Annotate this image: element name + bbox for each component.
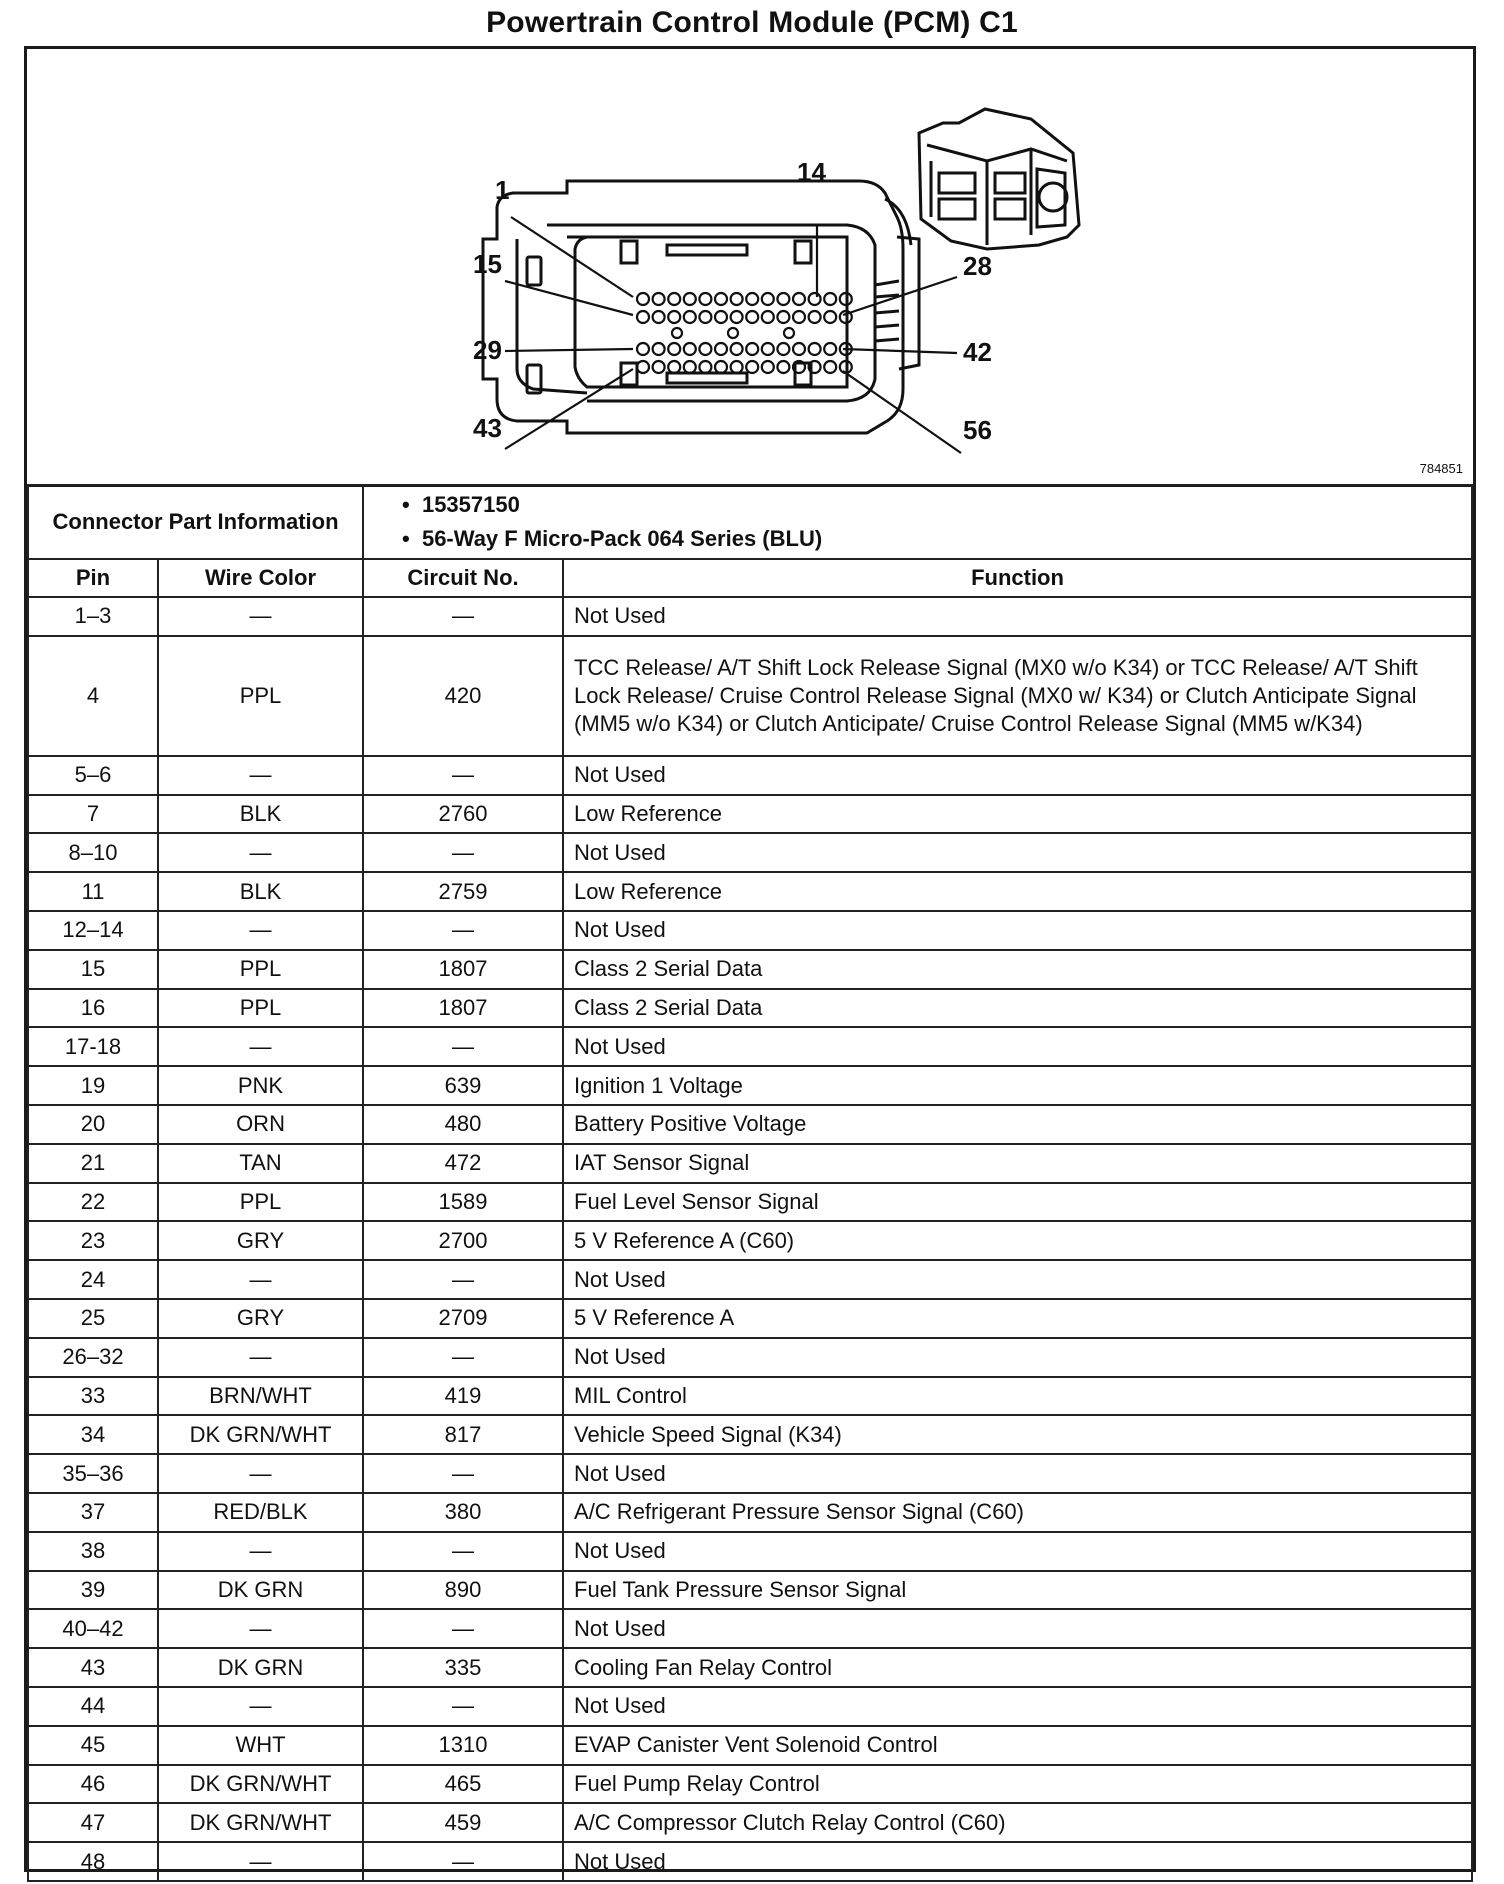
pin-cavity [637,361,649,373]
table-row [28,1765,1472,1804]
wire-color-cell: — [158,1687,363,1726]
pin-cavity [637,343,649,355]
pin-cell: 5–6 [28,756,158,795]
pin-cell: 17-18 [28,1027,158,1066]
pin-cavity [653,361,665,373]
circuit-number-cell: 2760 [363,795,563,834]
pin-cell: 39 [28,1571,158,1610]
function-cell: Battery Positive Voltage [563,1105,1472,1144]
pinout-table [27,484,1473,1882]
wire-color-cell: DK GRN/WHT [158,1803,363,1842]
wire-color-cell: PPL [158,636,363,756]
table-row [28,1842,1472,1881]
connector-drawing [27,49,1479,485]
keying-hole [784,328,794,338]
keying-hole [672,328,682,338]
circuit-number-cell: — [363,1609,563,1648]
pin-callout-42: 42 [963,337,992,367]
pin-cavity [824,311,836,323]
wire-color-cell: PPL [158,1183,363,1222]
pin-callout-14: 14 [797,157,826,187]
pin-cell: 23 [28,1221,158,1260]
pin-cavity [793,343,805,355]
function-cell: Not Used [563,1454,1472,1493]
table-row [28,1571,1472,1610]
function-cell: Not Used [563,1027,1472,1066]
circuit-number-cell: 1589 [363,1183,563,1222]
function-cell: Vehicle Speed Signal (K34) [563,1415,1472,1454]
table-row [28,1532,1472,1571]
keying-hole [728,328,738,338]
table-row [28,989,1472,1028]
circuit-number-cell: — [363,1338,563,1377]
function-cell: 5 V Reference A [563,1299,1472,1338]
wire-color-cell: PPL [158,950,363,989]
wire-color-cell: BRN/WHT [158,1377,363,1416]
function-cell: A/C Refrigerant Pressure Sensor Signal (C60) [563,1493,1472,1532]
wire-color-cell: — [158,911,363,950]
header-circuit-no: Circuit No. [363,559,563,597]
circuit-number-cell: 2709 [363,1299,563,1338]
table-row [28,1066,1472,1105]
table-header-row [28,559,1472,597]
pin-callout-1: 1 [495,175,510,205]
wire-color-cell: — [158,1842,363,1881]
connector-info-row [28,485,1472,559]
pin-cell: 34 [28,1415,158,1454]
wire-color-cell: DK GRN [158,1571,363,1610]
pin-cell: 47 [28,1803,158,1842]
function-cell: Not Used [563,1532,1472,1571]
table-row [28,1415,1472,1454]
function-cell: Cooling Fan Relay Control [563,1648,1472,1687]
function-cell: Ignition 1 Voltage [563,1066,1472,1105]
table-row [28,1260,1472,1299]
pin-cavity [715,293,727,305]
table-row [28,1648,1472,1687]
table-row [28,1027,1472,1066]
table-row [28,1183,1472,1222]
circuit-number-cell: — [363,833,563,872]
wire-color-cell: TAN [158,1144,363,1183]
pin-cavity [637,311,649,323]
pin-cell: 43 [28,1648,158,1687]
pin-cavity [731,311,743,323]
wire-color-cell: — [158,756,363,795]
table-row [28,1454,1472,1493]
pin-cell: 24 [28,1260,158,1299]
connector-info-label: Connector Part Information [28,485,363,559]
wire-color-cell: DK GRN/WHT [158,1765,363,1804]
pin-cavity [699,293,711,305]
pin-cavity [762,311,774,323]
connector-frame [24,46,1476,1872]
pin-cell: 48 [28,1842,158,1881]
pin-cavity [793,311,805,323]
circuit-number-cell: 420 [363,636,563,756]
wire-color-cell: DK GRN/WHT [158,1415,363,1454]
pin-cavity [684,311,696,323]
pin-cell: 33 [28,1377,158,1416]
circuit-number-cell: — [363,1027,563,1066]
pin-cavity [715,343,727,355]
pin-cavity [777,361,789,373]
table-row [28,1687,1472,1726]
pin-cavity [684,343,696,355]
pin-callout-56: 56 [963,415,992,445]
pin-cavity [762,343,774,355]
table-row [28,1221,1472,1260]
pin-cavity [653,311,665,323]
table-row [28,1609,1472,1648]
function-cell: Fuel Tank Pressure Sensor Signal [563,1571,1472,1610]
wire-color-cell: — [158,1260,363,1299]
pin-cavity [746,343,758,355]
table-row [28,756,1472,795]
pin-cavity [715,311,727,323]
pin-cell: 8–10 [28,833,158,872]
pin-cavity [653,293,665,305]
wire-color-cell: PPL [158,989,363,1028]
pin-cavity [777,343,789,355]
wire-color-cell: BLK [158,872,363,911]
pin-cavity [746,293,758,305]
pin-cavity [793,293,805,305]
circuit-number-cell: — [363,1687,563,1726]
table-row [28,1338,1472,1377]
pin-cell: 44 [28,1687,158,1726]
pin-cell: 37 [28,1493,158,1532]
table-row [28,1105,1472,1144]
pin-callout-28: 28 [963,251,992,281]
pin-callout-15: 15 [473,249,502,279]
wire-color-cell: — [158,1532,363,1571]
wire-color-cell: BLK [158,795,363,834]
pin-callout-43: 43 [473,413,502,443]
function-cell: A/C Compressor Clutch Relay Control (C60) [563,1803,1472,1842]
pin-cell: 45 [28,1726,158,1765]
function-cell: EVAP Canister Vent Solenoid Control [563,1726,1472,1765]
wire-color-cell: DK GRN [158,1648,363,1687]
pin-cavity [731,293,743,305]
pin-cell: 38 [28,1532,158,1571]
table-row [28,636,1472,756]
pin-cell: 46 [28,1765,158,1804]
pin-cavity [746,311,758,323]
circuit-number-cell: 472 [363,1144,563,1183]
pin-cavity [699,311,711,323]
function-cell: MIL Control [563,1377,1472,1416]
circuit-number-cell: — [363,756,563,795]
circuit-number-cell: 419 [363,1377,563,1416]
function-cell: Not Used [563,1338,1472,1377]
pin-cavity [699,343,711,355]
pin-cell: 40–42 [28,1609,158,1648]
connector-3d-view [919,109,1079,249]
pin-cavity [668,361,680,373]
circuit-number-cell: 335 [363,1648,563,1687]
pin-cavity [637,293,649,305]
circuit-number-cell: 1807 [363,950,563,989]
function-cell: Not Used [563,1687,1472,1726]
pin-cavity [715,361,727,373]
pin-cavity [777,311,789,323]
pin-cell: 1–3 [28,597,158,636]
wire-color-cell: — [158,1609,363,1648]
pin-cavity [762,293,774,305]
table-row [28,597,1472,636]
table-row [28,872,1472,911]
function-cell: Not Used [563,911,1472,950]
connector-part-number: • 15357150 [402,488,1461,522]
wire-color-cell: ORN [158,1105,363,1144]
function-cell: Not Used [563,1842,1472,1881]
function-cell: Not Used [563,1260,1472,1299]
function-cell: Not Used [563,1609,1472,1648]
wire-color-cell: — [158,833,363,872]
pin-cavity [762,361,774,373]
function-cell: IAT Sensor Signal [563,1144,1472,1183]
pin-cavity [824,361,836,373]
function-cell: TCC Release/ A/T Shift Lock Release Signal (MX0 w/o K34) or TCC Release/ A/T Shift Lock Release/ Cruise Control Release Signal (MX0 w/ K34) or Clutch Anticipate Signal (MM5 w/o K34) or Clutch Anticipate/ Cruise Control Release Signal (MM5 w/K34) [563,636,1472,756]
pin-cavity [731,343,743,355]
function-cell: Class 2 Serial Data [563,950,1472,989]
table-row [28,1377,1472,1416]
pin-cell: 11 [28,872,158,911]
pin-cavity [668,311,680,323]
circuit-number-cell: 480 [363,1105,563,1144]
circuit-number-cell: 465 [363,1765,563,1804]
table-row [28,1299,1472,1338]
table-row [28,1803,1472,1842]
table-row [28,1493,1472,1532]
page-title: Powertrain Control Module (PCM) C1 [486,6,1018,39]
circuit-number-cell: 817 [363,1415,563,1454]
pin-cell: 26–32 [28,1338,158,1377]
pin-cavity [731,361,743,373]
pin-cavity [809,343,821,355]
function-cell: Class 2 Serial Data [563,989,1472,1028]
connector-illustration [27,49,1473,487]
circuit-number-cell: — [363,1454,563,1493]
pin-cell: 16 [28,989,158,1028]
function-cell: Not Used [563,597,1472,636]
wire-color-cell: WHT [158,1726,363,1765]
figure-id: 784851 [1419,461,1463,476]
circuit-number-cell: — [363,1842,563,1881]
circuit-number-cell: — [363,1532,563,1571]
pin-callout-29: 29 [473,335,502,365]
connector-info-list [363,485,1472,559]
pin-cell: 35–36 [28,1454,158,1493]
pin-cell: 12–14 [28,911,158,950]
circuit-number-cell: 2759 [363,872,563,911]
pin-cavity [684,361,696,373]
circuit-number-cell: — [363,911,563,950]
pin-cavity [653,343,665,355]
header-pin: Pin [28,559,158,597]
pin-cavity [809,293,821,305]
pin-cell: 4 [28,636,158,756]
function-cell: Fuel Pump Relay Control [563,1765,1472,1804]
circuit-number-cell: — [363,597,563,636]
function-cell: Low Reference [563,795,1472,834]
wire-color-cell: PNK [158,1066,363,1105]
circuit-number-cell: 380 [363,1493,563,1532]
pin-cell: 19 [28,1066,158,1105]
pin-cell: 15 [28,950,158,989]
pin-cavity [684,293,696,305]
pin-cavity [668,343,680,355]
function-cell: Not Used [563,756,1472,795]
table-row [28,795,1472,834]
circuit-number-cell: 1310 [363,1726,563,1765]
pin-cavity [746,361,758,373]
wire-color-cell: — [158,1454,363,1493]
function-cell: Not Used [563,833,1472,872]
wire-color-cell: GRY [158,1299,363,1338]
table-row [28,1726,1472,1765]
table-row [28,911,1472,950]
table-row [28,950,1472,989]
header-function: Function [563,559,1472,597]
pin-cavity [668,293,680,305]
connector-description: • 56-Way F Micro-Pack 064 Series (BLU) [402,522,1461,556]
pin-cell: 7 [28,795,158,834]
circuit-number-cell: 890 [363,1571,563,1610]
pin-cavity [809,311,821,323]
pin-cell: 22 [28,1183,158,1222]
wire-color-cell: — [158,1338,363,1377]
circuit-number-cell: — [363,1260,563,1299]
header-wire-color: Wire Color [158,559,363,597]
pin-cavity [777,293,789,305]
wire-color-cell: RED/BLK [158,1493,363,1532]
pin-cavity [824,343,836,355]
wire-color-cell: — [158,1027,363,1066]
circuit-number-cell: 2700 [363,1221,563,1260]
table-row [28,833,1472,872]
function-cell: Fuel Level Sensor Signal [563,1183,1472,1222]
pin-cell: 21 [28,1144,158,1183]
function-cell: 5 V Reference A (C60) [563,1221,1472,1260]
circuit-number-cell: 1807 [363,989,563,1028]
wire-color-cell: GRY [158,1221,363,1260]
wire-color-cell: — [158,597,363,636]
table-row [28,1144,1472,1183]
pin-cavity [699,361,711,373]
function-cell: Low Reference [563,872,1472,911]
circuit-number-cell: 459 [363,1803,563,1842]
pin-cavity [824,293,836,305]
circuit-number-cell: 639 [363,1066,563,1105]
pin-cell: 25 [28,1299,158,1338]
pin-cell: 20 [28,1105,158,1144]
